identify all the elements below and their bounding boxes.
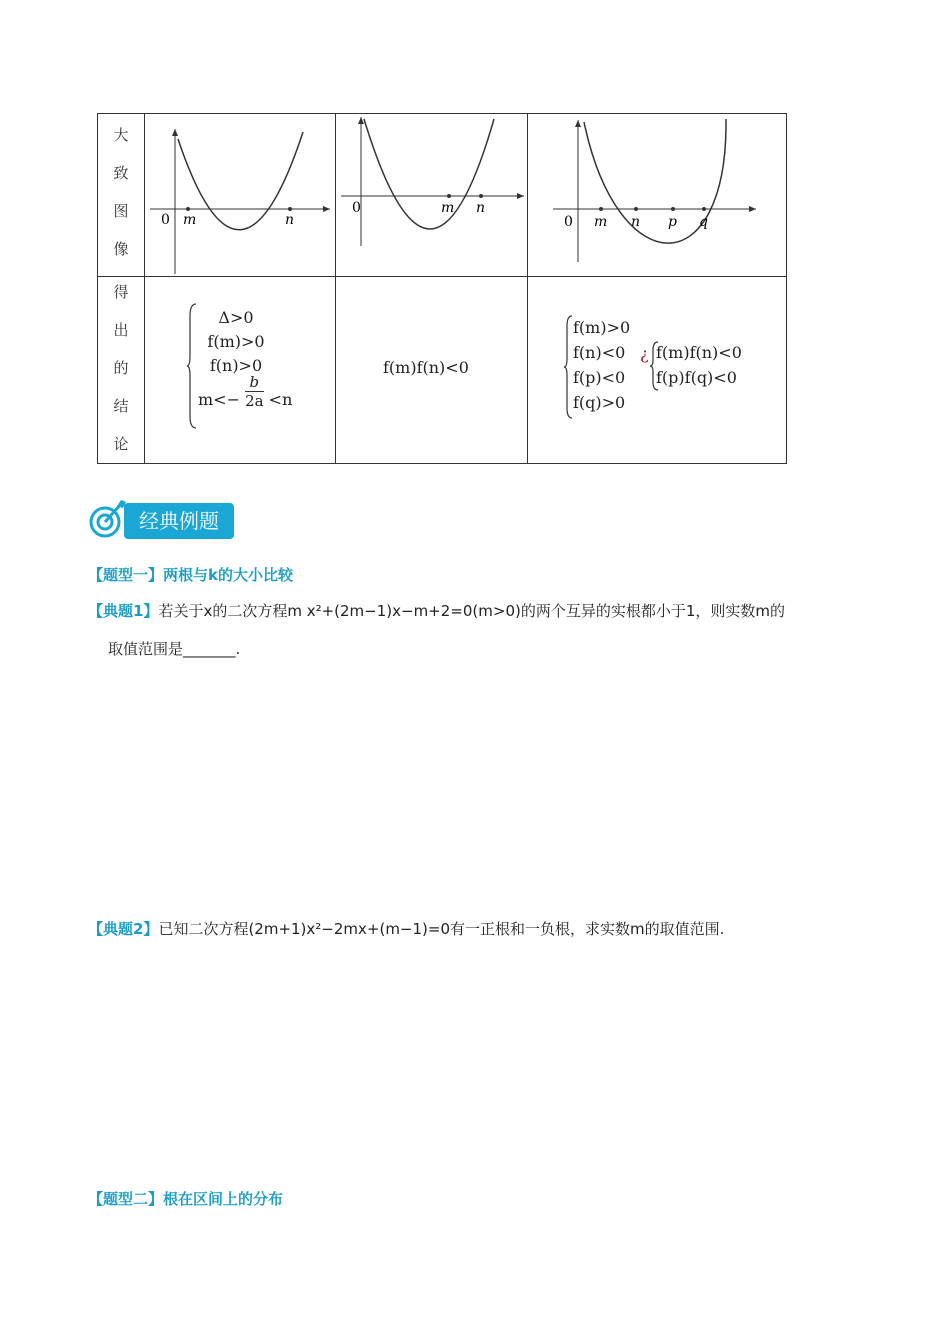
row-header-conclusion: 得 出 的 结 论: [113, 283, 129, 453]
row-header-graph: 大 致 图 像: [113, 126, 129, 258]
example-1: 【典题1】若关于x的二次方程m x²+(2m−1)x−m+2=0(m>0)的两个互异的实根都小于1，则实数m的: [88, 602, 785, 620]
n-label: n: [285, 212, 295, 228]
origin-label: 0: [352, 200, 361, 216]
m-label: m: [441, 200, 455, 216]
q-label: q: [699, 214, 708, 230]
condition-2: f(m)f(n)<0: [383, 358, 469, 377]
condition-set-3: f(m)>0 f(n)<0 f(p)<0 f(q)>0 ¿ f(m)f(n)<0 f(p)f(q)<0: [564, 314, 764, 424]
section-title: 经典例题: [124, 503, 234, 539]
graph-2: [336, 114, 527, 276]
m-label: m: [183, 212, 197, 228]
n-label: n: [476, 200, 486, 216]
graph-3: [528, 114, 786, 276]
graph-1: [145, 114, 335, 276]
origin-label: 0: [564, 214, 573, 230]
topic-1-heading: 【题型一】两根与k的大小比较: [88, 566, 293, 584]
p-label: p: [668, 214, 677, 230]
topic-2-heading: 【题型二】根在区间上的分布: [88, 1190, 284, 1208]
example-2: 【典题2】已知二次方程(2m+1)x²−2mx+(m−1)=0有一正根和一负根，求实数m的取值范围.: [88, 920, 725, 938]
n-label: n: [631, 214, 641, 230]
example-1-cont: 取值范围是_______.: [108, 640, 241, 658]
target-icon: [88, 498, 128, 540]
m-label: m: [594, 214, 608, 230]
comparison-table: 大 致 图 像 得 出 的 结 论 0 m n 0 m n 0 m n p q Δ>0 f(m)>0 f(n)>0 m<− $\frac{b}{2a}$ <n f(m)f(n)<0 f(m)>0 f(n)<0 f(p)<0 f(q)>0 ¿ f(m)f(n)<0 f(p)f(q)<0: [97, 113, 787, 464]
origin-label: 0: [161, 212, 170, 228]
